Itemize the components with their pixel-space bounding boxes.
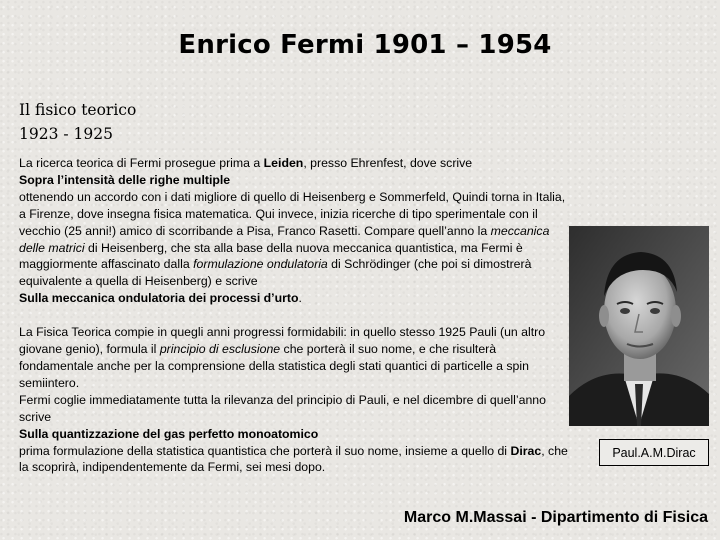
body-text <box>19 155 569 476</box>
paper-title-1: Sopra l’intensità delle righe multiple <box>19 172 231 187</box>
paragraph-1 <box>19 155 569 307</box>
leiden-emphasis: Leiden <box>263 156 304 170</box>
photo-caption <box>599 439 709 466</box>
portrait-icon <box>569 226 709 426</box>
subtitle-line-1: Il fisico teorico <box>19 101 137 119</box>
para1-text-5: di Schrödinger (che poi si dimostrerà equivalente a quella di Heisenberg) e scrive <box>19 257 532 289</box>
para1-text-1: La ricerca teorica di Fermi prosegue prima a <box>19 156 264 170</box>
para2-text-3: Fermi coglie immediatamente tutta la rilevanza del principio di Pauli, e nel dicembre di quell’anno scrive <box>19 392 546 424</box>
paragraph-2 <box>19 324 569 476</box>
slide-title: Enrico Fermi 1901 – 1954 <box>178 30 552 60</box>
para1-text-3: ottenendo un accordo con i dati migliore di quello di Heisenberg e Sommerfeld, Quindi torna in Italia, a Firenze, dove insegna fisica matematica. Qui invece, inizia ricerche di tipo sperimentale con il vecchio (25 anni!) amico di scorribande a Pisa, Franco Rasetti. Compare quell’anno la <box>19 189 566 238</box>
paper-title-3: Sulla quantizzazione del gas perfetto monoatomico <box>19 426 319 441</box>
para2-text-4: prima formulazione della statistica quantistica che porterà il suo nome, insieme a quello di <box>19 443 511 458</box>
paper-title-2: Sulla meccanica ondulatoria dei processi d’urto <box>19 291 299 306</box>
subtitle-line-2: 1923 - 1925 <box>19 125 113 143</box>
para1-text-4: di Heisenberg, che sta alla base della nuova meccanica quantistica, ma Fermi è maggiormente affascinato dalla <box>19 240 523 272</box>
para1-text-6: . <box>298 291 302 306</box>
para2-text-5: , che la scoprirà, indipendentemente da Fermi, sei mesi dopo. <box>19 443 568 475</box>
wave-formulation-emphasis: formulazione ondulatoria <box>193 257 328 272</box>
exclusion-principle-emphasis: principio di esclusione <box>159 342 281 357</box>
footer-credit: Marco M.Massai - Dipartimento di Fisica <box>403 509 708 526</box>
para2-text-1: La Fisica Teorica compie in quegli anni progressi formidabili: in quello stesso 1925 Pauli (un altro giovane genio), formula il <box>19 325 546 357</box>
para2-text-2: che porterà il suo nome, e che risulterà fondamentale anche per la comprensione della statistica degli stati quantici di particelle a spin semiintero. <box>19 342 529 390</box>
dirac-portrait <box>569 226 709 426</box>
slide-subtitle <box>19 98 136 146</box>
matrix-mechanics-emphasis: meccanica delle matrici <box>19 223 550 255</box>
photo-caption-text: Paul.A.M.Dirac <box>612 445 696 460</box>
para1-text-2: , presso Ehrenfest, dove scrive <box>303 156 473 170</box>
dirac-emphasis: Dirac <box>510 443 542 458</box>
